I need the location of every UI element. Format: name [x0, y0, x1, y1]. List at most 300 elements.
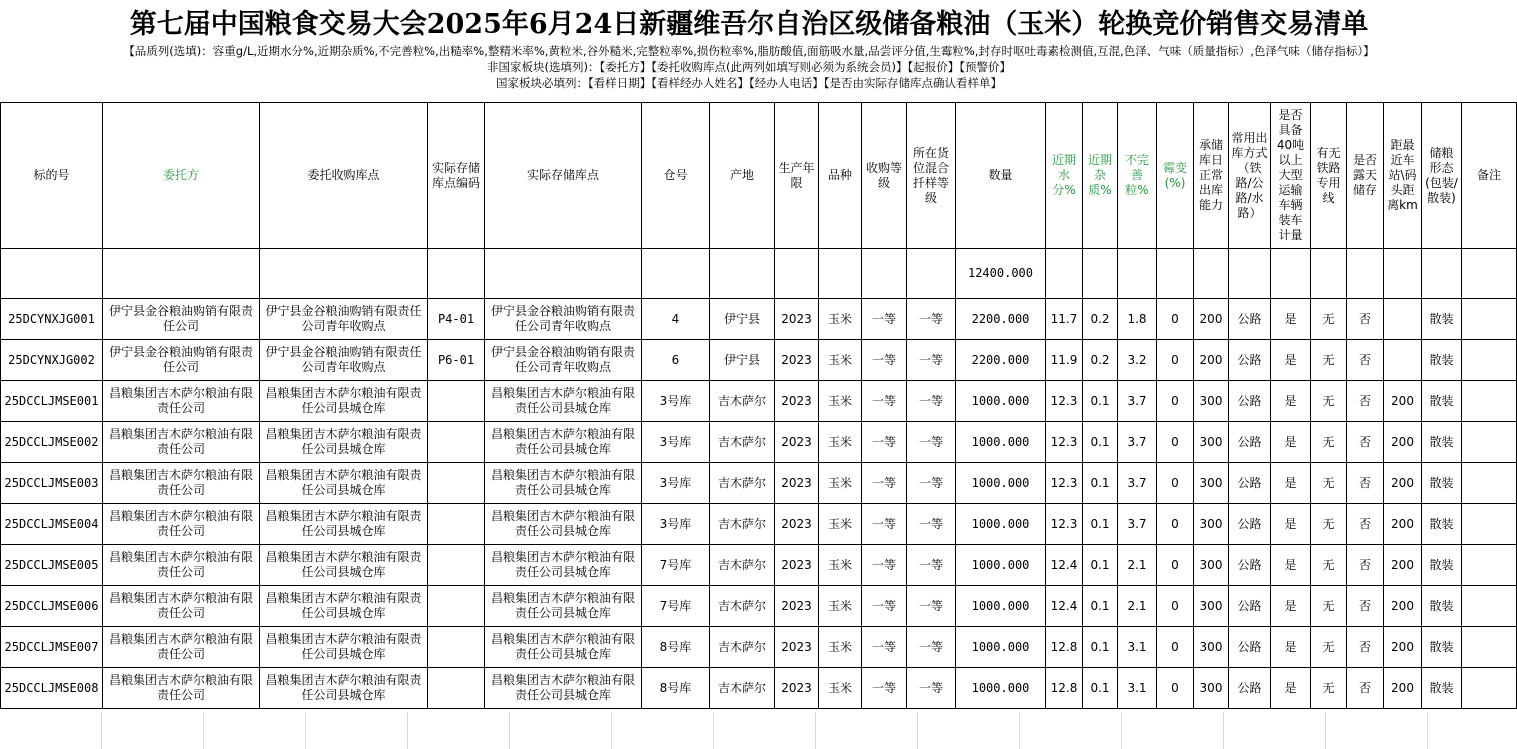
- table-cell[interactable]: 昌粮集团吉木萨尔粮油有限责任公司县城仓库: [485, 381, 642, 422]
- table-cell[interactable]: 11.7: [1046, 299, 1083, 340]
- table-cell[interactable]: 昌粮集团吉木萨尔粮油有限责任公司县城仓库: [485, 586, 642, 627]
- table-cell[interactable]: 玉米: [819, 463, 862, 504]
- table-cell[interactable]: 玉米: [819, 340, 862, 381]
- table-cell[interactable]: [642, 249, 710, 299]
- table-cell[interactable]: 伊宁县金谷粮油购销有限责任公司: [103, 299, 260, 340]
- table-cell[interactable]: 12.4: [1046, 545, 1083, 586]
- table-cell[interactable]: [1462, 463, 1517, 504]
- table-cell[interactable]: [1462, 627, 1517, 668]
- table-cell[interactable]: 0: [1157, 340, 1194, 381]
- table-cell[interactable]: 一等: [862, 299, 907, 340]
- header-cell: 仓号: [642, 103, 710, 249]
- table-cell[interactable]: 1000.000: [956, 422, 1046, 463]
- table-cell[interactable]: 2023: [775, 299, 819, 340]
- header-cell: 是否具备40吨以上大型运输车辆装车计量: [1271, 103, 1311, 249]
- header-cell: 距最近车站\码头距离km: [1384, 103, 1422, 249]
- table-cell[interactable]: 12.3: [1046, 504, 1083, 545]
- table-cell[interactable]: 无: [1311, 504, 1347, 545]
- table-cell[interactable]: 玉米: [819, 299, 862, 340]
- table-cell[interactable]: 一等: [907, 668, 956, 709]
- table-cell[interactable]: 7号库: [642, 545, 710, 586]
- table-cell[interactable]: 否: [1347, 545, 1384, 586]
- table-cell[interactable]: 吉木萨尔: [710, 586, 775, 627]
- table-cell[interactable]: 0: [1157, 504, 1194, 545]
- table-cell[interactable]: 公路: [1229, 627, 1271, 668]
- table-cell[interactable]: 4: [642, 299, 710, 340]
- table-cell[interactable]: [1462, 299, 1517, 340]
- table-cell[interactable]: 一等: [907, 627, 956, 668]
- table-cell[interactable]: 25DCYNXJG002: [1, 340, 103, 381]
- table-cell[interactable]: 昌粮集团吉木萨尔粮油有限责任公司: [103, 422, 260, 463]
- table-row: [1, 463, 1517, 504]
- header-cell: 近期水分%: [1046, 103, 1083, 249]
- header-cell: 收购等级: [862, 103, 907, 249]
- table-cell[interactable]: 吉木萨尔: [710, 627, 775, 668]
- table-cell[interactable]: 一等: [907, 340, 956, 381]
- table-cell[interactable]: [775, 249, 819, 299]
- table-cell[interactable]: 2023: [775, 586, 819, 627]
- table-row: [1, 586, 1517, 627]
- table-cell[interactable]: 吉木萨尔: [710, 422, 775, 463]
- table-cell[interactable]: 25DCCLJMSE007: [1, 627, 103, 668]
- empty-sheet-area: [0, 712, 1498, 749]
- quality-columns-note: 【品质列(选填)：容重g/L,近期水分%,近期杂质%,不完善粒%,出糙率%,整精米率%,黄粒米,谷外糙米,完整粒率%,损伤粒率%,脂肪酸值,面筋吸水量,品尝评分值,生霉粒%,封存时呕吐毒素检测值,互混,色泽、气味（质量指标）,色泽气味（储存指标）】: [123, 44, 1375, 58]
- table-cell[interactable]: 一等: [907, 545, 956, 586]
- table-cell[interactable]: [1229, 249, 1271, 299]
- table-cell[interactable]: [428, 249, 485, 299]
- table-cell[interactable]: 3号库: [642, 463, 710, 504]
- table-cell[interactable]: 昌粮集团吉木萨尔粮油有限责任公司县城仓库: [485, 627, 642, 668]
- table-cell[interactable]: 昌粮集团吉木萨尔粮油有限责任公司: [103, 504, 260, 545]
- table-row: [1, 627, 1517, 668]
- table-cell[interactable]: 0.1: [1083, 381, 1118, 422]
- table-cell[interactable]: 0.1: [1083, 422, 1118, 463]
- table-cell[interactable]: 0: [1157, 381, 1194, 422]
- table-cell[interactable]: 吉木萨尔: [710, 504, 775, 545]
- header-cell: 产地: [710, 103, 775, 249]
- table-cell[interactable]: 昌粮集团吉木萨尔粮油有限责任公司县城仓库: [485, 545, 642, 586]
- table-cell[interactable]: [1462, 504, 1517, 545]
- table-cell[interactable]: 一等: [907, 422, 956, 463]
- table-cell[interactable]: 公路: [1229, 668, 1271, 709]
- total-quantity-cell[interactable]: 12400.000: [956, 249, 1046, 299]
- table-cell[interactable]: 0: [1157, 586, 1194, 627]
- table-cell[interactable]: 2.1: [1118, 586, 1157, 627]
- table-cell[interactable]: [1083, 249, 1118, 299]
- table-cell[interactable]: 0: [1157, 422, 1194, 463]
- table-cell[interactable]: 200: [1384, 422, 1422, 463]
- table-cell[interactable]: 玉米: [819, 586, 862, 627]
- table-cell[interactable]: 玉米: [819, 381, 862, 422]
- table-cell[interactable]: 一等: [907, 381, 956, 422]
- table-cell[interactable]: 2023: [775, 627, 819, 668]
- table-cell[interactable]: 3号库: [642, 504, 710, 545]
- header-cell: 不完善粒%: [1118, 103, 1157, 249]
- table-cell[interactable]: 12.3: [1046, 463, 1083, 504]
- table-cell[interactable]: 昌粮集团吉木萨尔粮油有限责任公司: [103, 668, 260, 709]
- table-cell[interactable]: 2023: [775, 340, 819, 381]
- table-cell[interactable]: [428, 668, 485, 709]
- table-cell[interactable]: [1384, 249, 1422, 299]
- table-cell[interactable]: 无: [1311, 463, 1347, 504]
- table-cell[interactable]: 散装: [1422, 668, 1462, 709]
- table-cell[interactable]: 1.8: [1118, 299, 1157, 340]
- table-cell[interactable]: 200: [1194, 340, 1229, 381]
- table-cell[interactable]: 200: [1384, 586, 1422, 627]
- table-cell[interactable]: 昌粮集团吉木萨尔粮油有限责任公司县城仓库: [485, 504, 642, 545]
- table-cell[interactable]: 0.1: [1083, 627, 1118, 668]
- table-cell[interactable]: 3号库: [642, 422, 710, 463]
- table-cell[interactable]: 玉米: [819, 668, 862, 709]
- table-cell[interactable]: 否: [1347, 586, 1384, 627]
- table-cell[interactable]: 伊宁县金谷粮油购销有限责任公司青年收购点: [260, 299, 428, 340]
- header-cell: 备注: [1462, 103, 1517, 249]
- table-cell[interactable]: 2023: [775, 381, 819, 422]
- table-cell[interactable]: [1046, 249, 1083, 299]
- table-cell[interactable]: [1462, 545, 1517, 586]
- table-cell[interactable]: 3号库: [642, 381, 710, 422]
- table-cell[interactable]: 200: [1384, 504, 1422, 545]
- table-cell[interactable]: 昌粮集团吉木萨尔粮油有限责任公司: [103, 545, 260, 586]
- table-cell[interactable]: 否: [1347, 463, 1384, 504]
- table-cell[interactable]: 0: [1157, 668, 1194, 709]
- table-cell[interactable]: 一等: [862, 504, 907, 545]
- table-row: [1, 299, 1517, 340]
- table-cell[interactable]: 1000.000: [956, 504, 1046, 545]
- table-cell[interactable]: [428, 381, 485, 422]
- table-row: [1, 340, 1517, 381]
- table-cell[interactable]: 3.7: [1118, 504, 1157, 545]
- table-cell[interactable]: 300: [1194, 545, 1229, 586]
- table-cell[interactable]: 0.1: [1083, 504, 1118, 545]
- header-cell: 储粮形态(包装/散装): [1422, 103, 1462, 249]
- table-cell[interactable]: 一等: [907, 299, 956, 340]
- table-cell[interactable]: 否: [1347, 668, 1384, 709]
- table-cell[interactable]: 玉米: [819, 504, 862, 545]
- table-cell[interactable]: 否: [1347, 299, 1384, 340]
- table-cell[interactable]: 200: [1384, 463, 1422, 504]
- table-cell[interactable]: 11.9: [1046, 340, 1083, 381]
- table-cell[interactable]: [428, 463, 485, 504]
- table-cell[interactable]: 0: [1157, 299, 1194, 340]
- table-cell[interactable]: 1000.000: [956, 586, 1046, 627]
- table-cell[interactable]: 是: [1271, 627, 1311, 668]
- table-cell[interactable]: 1000.000: [956, 627, 1046, 668]
- table-cell[interactable]: 300: [1194, 586, 1229, 627]
- table-cell[interactable]: 是: [1271, 586, 1311, 627]
- table-cell[interactable]: [428, 586, 485, 627]
- table-cell[interactable]: 否: [1347, 381, 1384, 422]
- table-cell[interactable]: 昌粮集团吉木萨尔粮油有限责任公司: [103, 463, 260, 504]
- table-cell[interactable]: 吉木萨尔: [710, 381, 775, 422]
- table-cell[interactable]: 3.1: [1118, 627, 1157, 668]
- table-cell[interactable]: 3.7: [1118, 422, 1157, 463]
- trading-list-table: [0, 102, 1517, 709]
- table-cell[interactable]: 3.2: [1118, 340, 1157, 381]
- table-cell[interactable]: 无: [1311, 586, 1347, 627]
- table-cell[interactable]: 伊宁县: [710, 299, 775, 340]
- table-cell[interactable]: 无: [1311, 340, 1347, 381]
- table-cell[interactable]: 12.8: [1046, 668, 1083, 709]
- table-cell[interactable]: 公路: [1229, 381, 1271, 422]
- table-cell[interactable]: [1384, 299, 1422, 340]
- table-cell[interactable]: 一等: [907, 504, 956, 545]
- table-cell[interactable]: 0.2: [1083, 340, 1118, 381]
- table-row: [1, 381, 1517, 422]
- table-cell[interactable]: 一等: [862, 463, 907, 504]
- table-cell[interactable]: 12.3: [1046, 422, 1083, 463]
- table-cell[interactable]: 3.7: [1118, 463, 1157, 504]
- header-cell: 近期杂质%: [1083, 103, 1118, 249]
- table-cell[interactable]: 无: [1311, 545, 1347, 586]
- table-cell[interactable]: 25DCCLJMSE005: [1, 545, 103, 586]
- table-cell[interactable]: 昌粮集团吉木萨尔粮油有限责任公司县城仓库: [260, 545, 428, 586]
- table-cell[interactable]: 2.1: [1118, 545, 1157, 586]
- table-cell[interactable]: 200: [1194, 299, 1229, 340]
- table-cell[interactable]: 12.3: [1046, 381, 1083, 422]
- header-cell: 委托收购库点: [260, 103, 428, 249]
- table-cell[interactable]: 昌粮集团吉木萨尔粮油有限责任公司县城仓库: [260, 668, 428, 709]
- header-cell: 品种: [819, 103, 862, 249]
- table-cell[interactable]: 是: [1271, 422, 1311, 463]
- table-cell[interactable]: 散装: [1422, 340, 1462, 381]
- table-cell[interactable]: 是: [1271, 463, 1311, 504]
- table-cell[interactable]: 昌粮集团吉木萨尔粮油有限责任公司: [103, 381, 260, 422]
- table-cell[interactable]: 是: [1271, 504, 1311, 545]
- table-cell[interactable]: 伊宁县金谷粮油购销有限责任公司青年收购点: [485, 340, 642, 381]
- table-cell[interactable]: 1000.000: [956, 545, 1046, 586]
- table-row: [1, 422, 1517, 463]
- table-cell[interactable]: [1462, 422, 1517, 463]
- table-cell[interactable]: 25DCYNXJG001: [1, 299, 103, 340]
- table-cell[interactable]: 昌粮集团吉木萨尔粮油有限责任公司县城仓库: [485, 422, 642, 463]
- table-cell[interactable]: 无: [1311, 668, 1347, 709]
- table-cell[interactable]: 公路: [1229, 586, 1271, 627]
- table-cell[interactable]: 伊宁县金谷粮油购销有限责任公司: [103, 340, 260, 381]
- table-cell[interactable]: 12.4: [1046, 586, 1083, 627]
- table-cell[interactable]: 散装: [1422, 545, 1462, 586]
- table-cell[interactable]: 玉米: [819, 422, 862, 463]
- table-cell[interactable]: [485, 249, 642, 299]
- table-row: [1, 545, 1517, 586]
- document-title: 第七届中国粮食交易大会2025年6月24日新疆维吾尔自治区级储备粮油（玉米）轮换竞价销售交易清单: [129, 9, 1369, 40]
- table-cell[interactable]: 0.1: [1083, 668, 1118, 709]
- header-cell: 是否露天储存: [1347, 103, 1384, 249]
- table-cell[interactable]: 0: [1157, 545, 1194, 586]
- table-cell[interactable]: 玉米: [819, 627, 862, 668]
- table-cell[interactable]: 昌粮集团吉木萨尔粮油有限责任公司县城仓库: [485, 668, 642, 709]
- table-cell[interactable]: 否: [1347, 422, 1384, 463]
- table-cell[interactable]: [819, 249, 862, 299]
- table-cell[interactable]: 是: [1271, 545, 1311, 586]
- table-cell[interactable]: 无: [1311, 381, 1347, 422]
- table-cell[interactable]: 300: [1194, 668, 1229, 709]
- total-row: [1, 249, 1517, 299]
- table-cell[interactable]: [428, 627, 485, 668]
- table-cell[interactable]: 200: [1384, 668, 1422, 709]
- table-cell[interactable]: 25DCCLJMSE003: [1, 463, 103, 504]
- table-cell[interactable]: 昌粮集团吉木萨尔粮油有限责任公司县城仓库: [260, 463, 428, 504]
- header-cell: 所在货位混合扦样等级: [907, 103, 956, 249]
- table-cell[interactable]: 公路: [1229, 422, 1271, 463]
- table-cell[interactable]: 无: [1311, 627, 1347, 668]
- table-cell[interactable]: 2023: [775, 545, 819, 586]
- table-cell[interactable]: 2023: [775, 504, 819, 545]
- table-cell[interactable]: 300: [1194, 463, 1229, 504]
- table-cell[interactable]: [1422, 249, 1462, 299]
- table-cell[interactable]: 200: [1384, 381, 1422, 422]
- table-cell[interactable]: 一等: [862, 422, 907, 463]
- table-cell[interactable]: 25DCCLJMSE006: [1, 586, 103, 627]
- table-cell[interactable]: 吉木萨尔: [710, 668, 775, 709]
- table-cell[interactable]: 无: [1311, 422, 1347, 463]
- table-cell[interactable]: 公路: [1229, 545, 1271, 586]
- table-cell[interactable]: 公路: [1229, 340, 1271, 381]
- table-cell[interactable]: [1194, 249, 1229, 299]
- table-cell[interactable]: 昌粮集团吉木萨尔粮油有限责任公司县城仓库: [260, 504, 428, 545]
- table-cell[interactable]: 吉木萨尔: [710, 463, 775, 504]
- table-cell[interactable]: 1000.000: [956, 463, 1046, 504]
- table-cell[interactable]: 昌粮集团吉木萨尔粮油有限责任公司县城仓库: [260, 381, 428, 422]
- table-cell[interactable]: [103, 249, 260, 299]
- table-cell[interactable]: 公路: [1229, 463, 1271, 504]
- table-cell[interactable]: [1271, 249, 1311, 299]
- table-cell[interactable]: 一等: [862, 381, 907, 422]
- table-cell[interactable]: [710, 249, 775, 299]
- table-cell[interactable]: 一等: [862, 668, 907, 709]
- table-cell[interactable]: [1118, 249, 1157, 299]
- table-cell[interactable]: [1462, 586, 1517, 627]
- table-cell[interactable]: 25DCCLJMSE008: [1, 668, 103, 709]
- table-cell[interactable]: 一等: [862, 340, 907, 381]
- table-cell[interactable]: 昌粮集团吉木萨尔粮油有限责任公司县城仓库: [260, 586, 428, 627]
- table-cell[interactable]: [1462, 340, 1517, 381]
- table-cell[interactable]: 2023: [775, 422, 819, 463]
- table-cell[interactable]: [1, 249, 103, 299]
- table-cell[interactable]: [260, 249, 428, 299]
- table-cell[interactable]: 2023: [775, 463, 819, 504]
- header-cell: 承储库日正常出库能力: [1194, 103, 1229, 249]
- table-cell[interactable]: 否: [1347, 504, 1384, 545]
- table-cell[interactable]: P6-01: [428, 340, 485, 381]
- table-cell[interactable]: [428, 422, 485, 463]
- table-cell[interactable]: 12.8: [1046, 627, 1083, 668]
- table-cell[interactable]: 一等: [862, 627, 907, 668]
- header-cell: 有无铁路专用线: [1311, 103, 1347, 249]
- table-cell[interactable]: 伊宁县金谷粮油购销有限责任公司青年收购点: [485, 299, 642, 340]
- table-row: [1, 504, 1517, 545]
- table-cell[interactable]: 公路: [1229, 299, 1271, 340]
- table-cell[interactable]: 200: [1384, 627, 1422, 668]
- table-cell[interactable]: 是: [1271, 340, 1311, 381]
- table-cell[interactable]: 吉木萨尔: [710, 545, 775, 586]
- header-cell: 生产年限: [775, 103, 819, 249]
- table-cell[interactable]: 散装: [1422, 504, 1462, 545]
- table-cell[interactable]: 300: [1194, 381, 1229, 422]
- table-cell[interactable]: [1462, 249, 1517, 299]
- table-cell[interactable]: 散装: [1422, 627, 1462, 668]
- table-row: [1, 668, 1517, 709]
- table-cell[interactable]: [1347, 249, 1384, 299]
- table-cell[interactable]: 300: [1194, 627, 1229, 668]
- table-cell[interactable]: 一等: [907, 463, 956, 504]
- table-cell[interactable]: 0: [1157, 627, 1194, 668]
- table-cell[interactable]: 25DCCLJMSE001: [1, 381, 103, 422]
- table-cell[interactable]: 8号库: [642, 627, 710, 668]
- table-cell[interactable]: 6: [642, 340, 710, 381]
- national-columns-note: 国家板块必填列：【看样日期】【看样经办人姓名】【经办人电话】【是否由实际存储库点确认看样单】: [496, 76, 1002, 90]
- header-cell: 常用出库方式（铁路/公路/水路）: [1229, 103, 1271, 249]
- table-cell[interactable]: [428, 504, 485, 545]
- table-cell[interactable]: [1157, 249, 1194, 299]
- table-cell[interactable]: [907, 249, 956, 299]
- table-cell[interactable]: 是: [1271, 299, 1311, 340]
- table-cell[interactable]: 3.7: [1118, 381, 1157, 422]
- table-cell[interactable]: 散装: [1422, 381, 1462, 422]
- table-cell[interactable]: 玉米: [819, 545, 862, 586]
- table-cell[interactable]: 3.1: [1118, 668, 1157, 709]
- table-cell[interactable]: 1000.000: [956, 668, 1046, 709]
- table-cell[interactable]: 伊宁县金谷粮油购销有限责任公司青年收购点: [260, 340, 428, 381]
- non-national-columns-note: 非国家板块(选填列)：【委托方】【委托收购库点(此两列如填写则必须为系统会员)】【起报价】【预警价】: [487, 60, 1011, 74]
- table-cell[interactable]: 一等: [862, 545, 907, 586]
- table-cell[interactable]: 0: [1157, 463, 1194, 504]
- table-cell[interactable]: 一等: [862, 586, 907, 627]
- table-cell[interactable]: 300: [1194, 422, 1229, 463]
- table-cell[interactable]: 0.1: [1083, 463, 1118, 504]
- table-cell[interactable]: 散装: [1422, 463, 1462, 504]
- table-cell[interactable]: 无: [1311, 299, 1347, 340]
- table-cell[interactable]: [1311, 249, 1347, 299]
- table-cell[interactable]: 昌粮集团吉木萨尔粮油有限责任公司县城仓库: [260, 627, 428, 668]
- table-cell[interactable]: 200: [1384, 545, 1422, 586]
- table-cell[interactable]: 一等: [907, 586, 956, 627]
- table-cell[interactable]: 25DCCLJMSE004: [1, 504, 103, 545]
- table-cell[interactable]: [428, 545, 485, 586]
- header-cell: 实际存储库点编码: [428, 103, 485, 249]
- table-cell[interactable]: 300: [1194, 504, 1229, 545]
- table-cell[interactable]: 否: [1347, 627, 1384, 668]
- table-cell[interactable]: [1462, 668, 1517, 709]
- table-cell[interactable]: 昌粮集团吉木萨尔粮油有限责任公司县城仓库: [260, 422, 428, 463]
- table-cell[interactable]: [1462, 381, 1517, 422]
- table-cell[interactable]: 7号库: [642, 586, 710, 627]
- table-cell[interactable]: 公路: [1229, 504, 1271, 545]
- table-cell[interactable]: 否: [1347, 340, 1384, 381]
- table-cell[interactable]: 昌粮集团吉木萨尔粮油有限责任公司县城仓库: [485, 463, 642, 504]
- table-cell[interactable]: 伊宁县: [710, 340, 775, 381]
- table-cell[interactable]: P4-01: [428, 299, 485, 340]
- table-cell[interactable]: 0.2: [1083, 299, 1118, 340]
- table-cell[interactable]: 散装: [1422, 586, 1462, 627]
- table-cell[interactable]: 是: [1271, 381, 1311, 422]
- table-cell[interactable]: 0.1: [1083, 545, 1118, 586]
- table-cell[interactable]: 1000.000: [956, 381, 1046, 422]
- table-cell[interactable]: 散装: [1422, 299, 1462, 340]
- table-cell[interactable]: 0.1: [1083, 586, 1118, 627]
- table-cell[interactable]: 2023: [775, 668, 819, 709]
- table-cell[interactable]: [1384, 340, 1422, 381]
- table-cell[interactable]: 8号库: [642, 668, 710, 709]
- table-cell[interactable]: 昌粮集团吉木萨尔粮油有限责任公司: [103, 627, 260, 668]
- table-cell[interactable]: 2200.000: [956, 340, 1046, 381]
- table-cell[interactable]: 是: [1271, 668, 1311, 709]
- table-cell[interactable]: 散装: [1422, 422, 1462, 463]
- table-cell[interactable]: 25DCCLJMSE002: [1, 422, 103, 463]
- table-cell[interactable]: [862, 249, 907, 299]
- table-cell[interactable]: 2200.000: [956, 299, 1046, 340]
- table-cell[interactable]: 昌粮集团吉木萨尔粮油有限责任公司: [103, 586, 260, 627]
